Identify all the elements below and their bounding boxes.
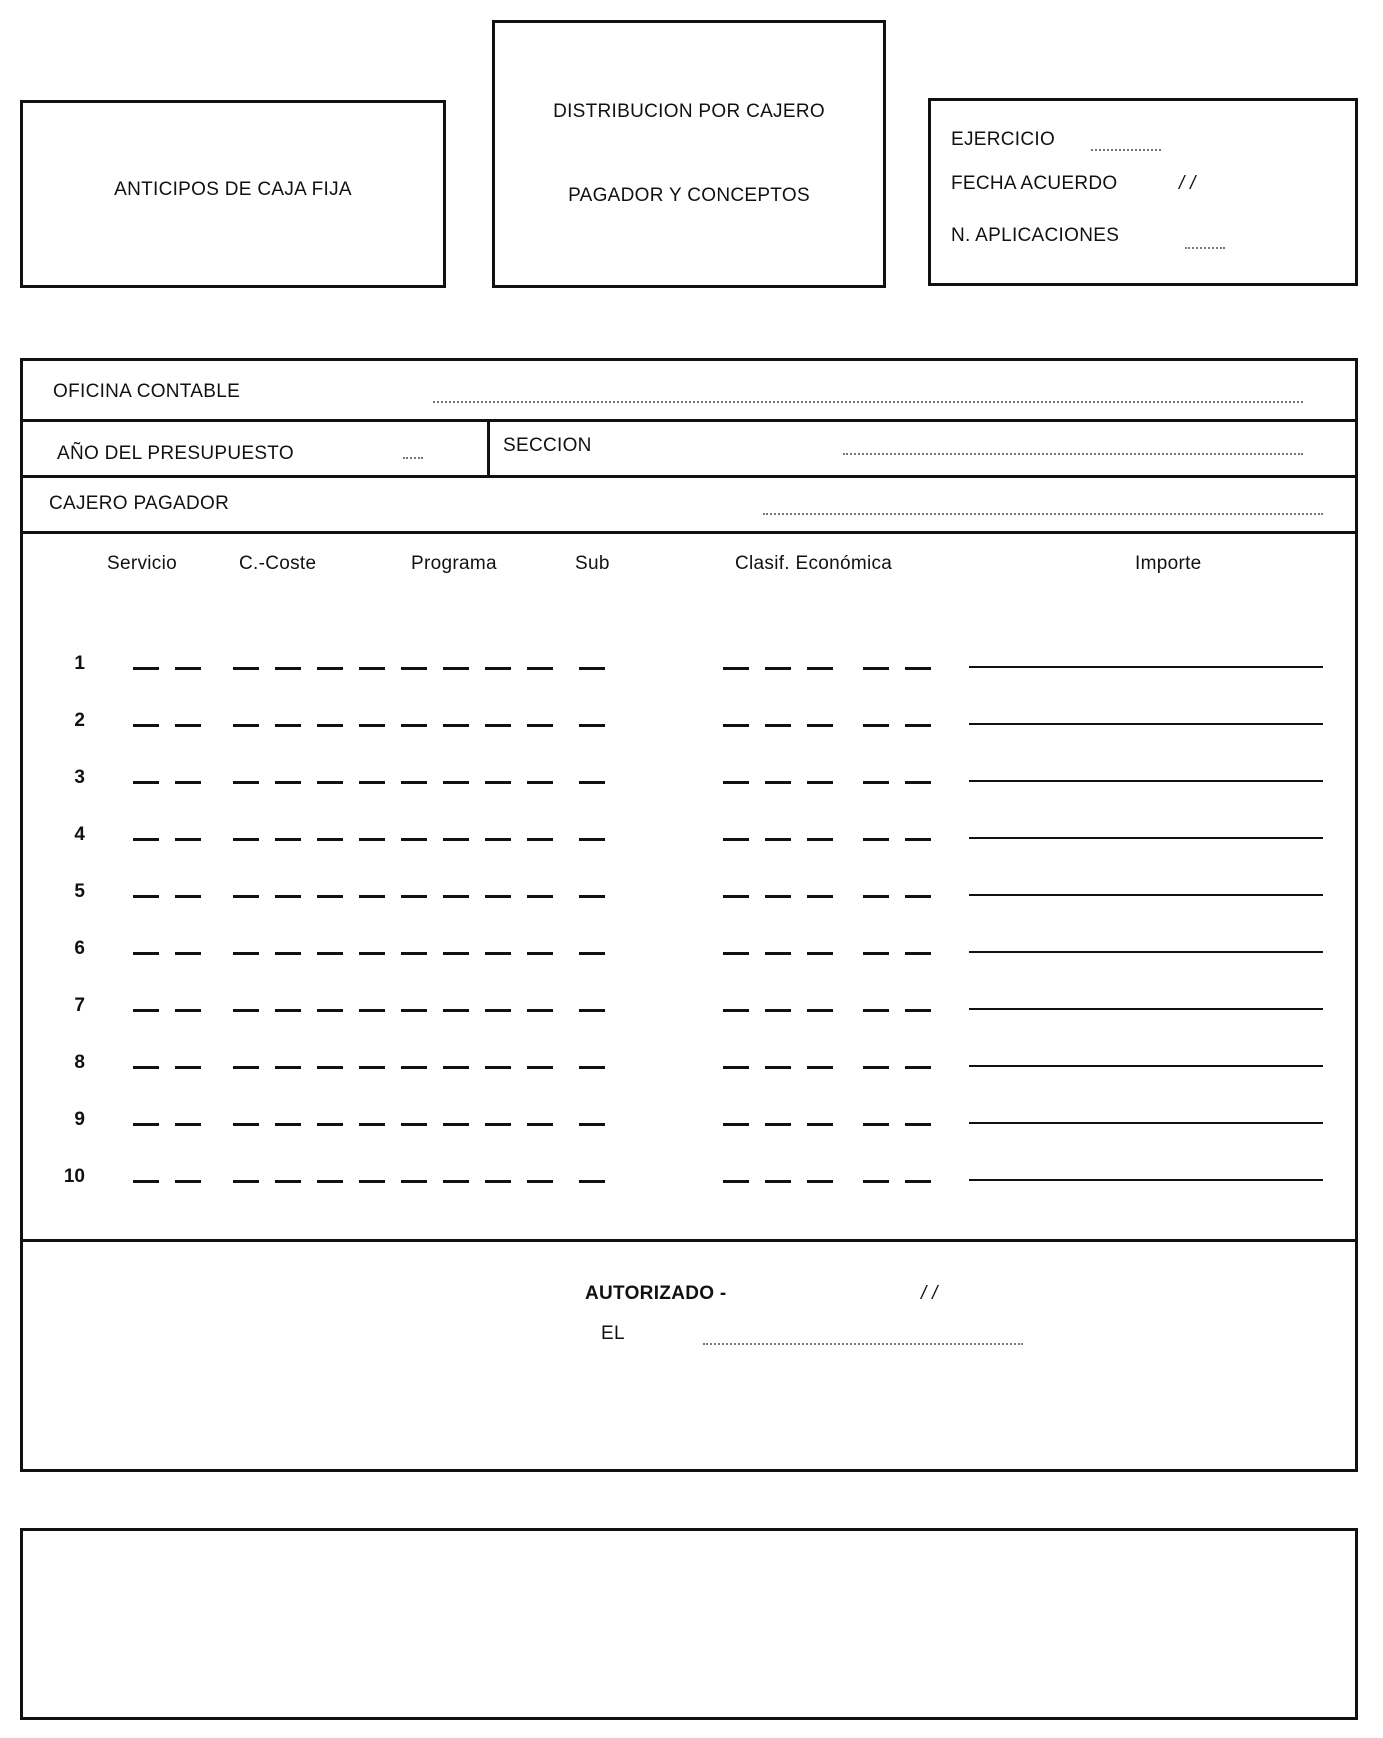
slot-c-coste[interactable] [317, 1180, 343, 1183]
slot-sub[interactable] [579, 781, 605, 784]
slot-clasif[interactable] [765, 667, 791, 670]
slot-economica[interactable] [863, 895, 889, 898]
slot-sub[interactable] [579, 724, 605, 727]
slot-economica[interactable] [905, 1009, 931, 1012]
slot-clasif[interactable] [765, 1123, 791, 1126]
slot-programa[interactable] [443, 952, 469, 955]
el-label: EL [601, 1323, 625, 1344]
row-number: 7 [74, 995, 85, 1016]
slot-servicio[interactable] [175, 895, 201, 898]
slot-servicio[interactable] [175, 1123, 201, 1126]
slot-c-coste[interactable] [275, 1123, 301, 1126]
row-number: 6 [74, 938, 85, 959]
slot-c-coste[interactable] [317, 952, 343, 955]
slot-programa[interactable] [527, 952, 553, 955]
slot-economica[interactable] [905, 952, 931, 955]
slot-c-coste[interactable] [317, 1123, 343, 1126]
slot-c-coste[interactable] [359, 838, 385, 841]
slot-servicio[interactable] [175, 1009, 201, 1012]
slot-importe[interactable] [969, 1008, 1323, 1010]
ejercicio-field[interactable] [1091, 149, 1161, 151]
cajero-pagador-field[interactable] [763, 513, 1323, 515]
slot-clasif[interactable] [765, 952, 791, 955]
slot-programa[interactable] [485, 724, 511, 727]
slot-c-coste[interactable] [275, 895, 301, 898]
slot-clasif[interactable] [765, 838, 791, 841]
slot-programa[interactable] [401, 1180, 427, 1183]
slot-programa[interactable] [527, 1009, 553, 1012]
slot-programa[interactable] [485, 781, 511, 784]
slot-programa[interactable] [401, 724, 427, 727]
slot-programa[interactable] [443, 1180, 469, 1183]
slot-clasif[interactable] [723, 724, 749, 727]
slot-economica[interactable] [863, 1066, 889, 1069]
slot-c-coste[interactable] [317, 1009, 343, 1012]
slot-programa[interactable] [527, 1066, 553, 1069]
main-form [20, 358, 1358, 1472]
slot-c-coste[interactable] [233, 1009, 259, 1012]
slot-programa[interactable] [527, 838, 553, 841]
row-number: 3 [74, 767, 85, 788]
slot-programa[interactable] [443, 781, 469, 784]
slot-clasif[interactable] [807, 667, 833, 670]
slot-c-coste[interactable] [233, 724, 259, 727]
slot-programa[interactable] [401, 1009, 427, 1012]
aplicaciones-label: N. APLICACIONES [951, 225, 1120, 246]
slot-economica[interactable] [863, 667, 889, 670]
slot-servicio[interactable] [133, 781, 159, 784]
slot-clasif[interactable] [723, 1123, 749, 1126]
slot-clasif[interactable] [723, 1009, 749, 1012]
slot-servicio[interactable] [133, 952, 159, 955]
slot-clasif[interactable] [807, 781, 833, 784]
slot-c-coste[interactable] [359, 952, 385, 955]
slot-importe[interactable] [969, 1065, 1323, 1067]
slot-clasif[interactable] [807, 895, 833, 898]
slot-servicio[interactable] [175, 667, 201, 670]
form-subtitle-line1: DISTRIBUCION POR CAJERO [553, 101, 825, 122]
slot-clasif[interactable] [765, 781, 791, 784]
slot-servicio[interactable] [133, 895, 159, 898]
slot-programa[interactable] [401, 895, 427, 898]
slot-clasif[interactable] [723, 895, 749, 898]
slot-economica[interactable] [863, 838, 889, 841]
slot-c-coste[interactable] [359, 781, 385, 784]
slot-economica[interactable] [863, 724, 889, 727]
slot-economica[interactable] [863, 952, 889, 955]
subtitle-box [492, 20, 886, 288]
slot-c-coste[interactable] [317, 838, 343, 841]
slot-c-coste[interactable] [275, 667, 301, 670]
slot-c-coste[interactable] [317, 1066, 343, 1069]
aplicaciones-field[interactable] [1185, 247, 1225, 249]
slot-economica[interactable] [863, 1180, 889, 1183]
slot-programa[interactable] [527, 1180, 553, 1183]
slot-economica[interactable] [863, 781, 889, 784]
slot-programa[interactable] [401, 838, 427, 841]
slot-clasif[interactable] [765, 895, 791, 898]
slot-c-coste[interactable] [275, 1066, 301, 1069]
slot-programa[interactable] [443, 838, 469, 841]
slot-servicio[interactable] [133, 1009, 159, 1012]
seccion-field[interactable] [843, 453, 1303, 455]
slot-c-coste[interactable] [359, 1009, 385, 1012]
slot-servicio[interactable] [133, 838, 159, 841]
slot-economica[interactable] [905, 724, 931, 727]
row-number: 5 [74, 881, 85, 902]
slot-c-coste[interactable] [233, 667, 259, 670]
slot-clasif[interactable] [765, 1066, 791, 1069]
slot-c-coste[interactable] [317, 724, 343, 727]
row-number: 4 [74, 824, 85, 845]
slot-c-coste[interactable] [359, 1180, 385, 1183]
slot-c-coste[interactable] [275, 1009, 301, 1012]
slot-clasif[interactable] [807, 1123, 833, 1126]
slot-clasif[interactable] [807, 838, 833, 841]
slot-programa[interactable] [443, 895, 469, 898]
slot-c-coste[interactable] [317, 667, 343, 670]
el-field[interactable] [703, 1343, 1023, 1345]
slot-sub[interactable] [579, 952, 605, 955]
row-number: 1 [74, 653, 85, 674]
slot-clasif[interactable] [723, 952, 749, 955]
slot-economica[interactable] [905, 895, 931, 898]
slot-programa[interactable] [401, 1066, 427, 1069]
slot-programa[interactable] [443, 667, 469, 670]
slot-c-coste[interactable] [233, 1123, 259, 1126]
slot-programa[interactable] [443, 724, 469, 727]
slot-servicio[interactable] [175, 838, 201, 841]
slot-servicio[interactable] [133, 1180, 159, 1183]
column-header-servicio: Servicio [107, 553, 177, 574]
row-number: 8 [74, 1052, 85, 1073]
slot-clasif[interactable] [765, 1180, 791, 1183]
slot-clasif[interactable] [765, 724, 791, 727]
slot-programa[interactable] [527, 667, 553, 670]
form-title: ANTICIPOS DE CAJA FIJA [114, 179, 352, 200]
row-number: 9 [74, 1109, 85, 1130]
slot-c-coste[interactable] [359, 1123, 385, 1126]
slot-c-coste[interactable] [275, 952, 301, 955]
slot-sub[interactable] [579, 1180, 605, 1183]
slot-clasif[interactable] [807, 1066, 833, 1069]
autorizado-date-separator[interactable]: / / [921, 1283, 938, 1304]
slot-programa[interactable] [485, 1009, 511, 1012]
slot-c-coste[interactable] [317, 781, 343, 784]
slot-servicio[interactable] [133, 1066, 159, 1069]
slot-economica[interactable] [905, 667, 931, 670]
slot-c-coste[interactable] [317, 895, 343, 898]
slot-programa[interactable] [443, 1009, 469, 1012]
slot-programa[interactable] [485, 838, 511, 841]
row-number: 2 [74, 710, 85, 731]
slot-programa[interactable] [527, 895, 553, 898]
title-box [20, 100, 446, 288]
slot-servicio[interactable] [175, 1180, 201, 1183]
oficina-contable-field[interactable] [433, 401, 1303, 403]
slot-servicio[interactable] [175, 1066, 201, 1069]
slot-clasif[interactable] [723, 838, 749, 841]
form-subtitle-line2: PAGADOR Y CONCEPTOS [568, 185, 810, 206]
ano-presupuesto-field[interactable] [403, 457, 423, 459]
slot-c-coste[interactable] [275, 1180, 301, 1183]
slot-c-coste[interactable] [233, 1066, 259, 1069]
slot-servicio[interactable] [175, 952, 201, 955]
slot-c-coste[interactable] [359, 1066, 385, 1069]
slot-programa[interactable] [401, 667, 427, 670]
slot-clasif[interactable] [807, 724, 833, 727]
slot-programa[interactable] [401, 781, 427, 784]
slot-servicio[interactable] [175, 781, 201, 784]
slot-servicio[interactable] [133, 1123, 159, 1126]
slot-clasif[interactable] [723, 1066, 749, 1069]
ano-presupuesto-label: AÑO DEL PRESUPUESTO [57, 443, 294, 464]
seccion-label: SECCION [503, 435, 592, 456]
slot-economica[interactable] [905, 1180, 931, 1183]
slot-programa[interactable] [527, 781, 553, 784]
slot-economica[interactable] [905, 1123, 931, 1126]
slot-programa[interactable] [485, 1180, 511, 1183]
divider [23, 475, 1355, 478]
divider [23, 419, 1355, 422]
slot-sub[interactable] [579, 838, 605, 841]
slot-c-coste[interactable] [233, 895, 259, 898]
slot-c-coste[interactable] [359, 667, 385, 670]
fecha-acuerdo-label: FECHA ACUERDO [951, 173, 1118, 194]
column-header-sub: Sub [575, 553, 610, 574]
row-number: 10 [63, 1166, 85, 1187]
slot-economica[interactable] [905, 781, 931, 784]
slot-servicio[interactable] [175, 724, 201, 727]
slot-importe[interactable] [969, 780, 1323, 782]
slot-servicio[interactable] [133, 667, 159, 670]
slot-clasif[interactable] [807, 952, 833, 955]
slot-c-coste[interactable] [233, 952, 259, 955]
slot-economica[interactable] [905, 838, 931, 841]
divider [23, 1239, 1355, 1242]
slot-programa[interactable] [485, 895, 511, 898]
slot-c-coste[interactable] [359, 724, 385, 727]
slot-programa[interactable] [485, 1123, 511, 1126]
slot-sub[interactable] [579, 1009, 605, 1012]
slot-sub[interactable] [579, 1066, 605, 1069]
slot-c-coste[interactable] [233, 781, 259, 784]
slot-c-coste[interactable] [275, 781, 301, 784]
slot-clasif[interactable] [807, 1180, 833, 1183]
slot-programa[interactable] [443, 1066, 469, 1069]
ejercicio-label: EJERCICIO [951, 129, 1056, 150]
slot-clasif[interactable] [807, 1009, 833, 1012]
slot-servicio[interactable] [133, 724, 159, 727]
slot-programa[interactable] [527, 1123, 553, 1126]
slot-economica[interactable] [905, 1066, 931, 1069]
oficina-contable-label: OFICINA CONTABLE [53, 381, 241, 402]
column-header-c-coste: C.-Coste [239, 553, 317, 574]
fecha-acuerdo-separator[interactable]: / / [1179, 173, 1196, 194]
slot-programa[interactable] [485, 667, 511, 670]
column-header-clasif-economica: Clasif. Económica [735, 553, 893, 574]
slot-sub[interactable] [579, 895, 605, 898]
slot-importe[interactable] [969, 894, 1323, 896]
metadata-box [928, 98, 1358, 286]
slot-clasif[interactable] [723, 667, 749, 670]
slot-clasif[interactable] [765, 1009, 791, 1012]
slot-programa[interactable] [401, 952, 427, 955]
slot-sub[interactable] [579, 667, 605, 670]
slot-importe[interactable] [969, 723, 1323, 725]
autorizado-label: AUTORIZADO - [585, 1283, 727, 1304]
slot-importe[interactable] [969, 1122, 1323, 1124]
slot-economica[interactable] [863, 1123, 889, 1126]
bottom-box [20, 1528, 1358, 1720]
slot-c-coste[interactable] [359, 895, 385, 898]
slot-c-coste[interactable] [233, 1180, 259, 1183]
column-header-programa: Programa [411, 553, 497, 574]
slot-economica[interactable] [863, 1009, 889, 1012]
slot-clasif[interactable] [723, 781, 749, 784]
slot-sub[interactable] [579, 1123, 605, 1126]
slot-programa[interactable] [443, 1123, 469, 1126]
slot-programa[interactable] [485, 1066, 511, 1069]
column-header-importe: Importe [1135, 553, 1202, 574]
slot-importe[interactable] [969, 666, 1323, 668]
slot-importe[interactable] [969, 837, 1323, 839]
slot-c-coste[interactable] [233, 838, 259, 841]
slot-programa[interactable] [401, 1123, 427, 1126]
slot-programa[interactable] [527, 724, 553, 727]
slot-programa[interactable] [485, 952, 511, 955]
slot-clasif[interactable] [723, 1180, 749, 1183]
slot-c-coste[interactable] [275, 724, 301, 727]
divider [23, 531, 1355, 534]
slot-importe[interactable] [969, 1179, 1323, 1181]
cajero-pagador-label: CAJERO PAGADOR [49, 493, 230, 514]
slot-importe[interactable] [969, 951, 1323, 953]
slot-c-coste[interactable] [275, 838, 301, 841]
divider [487, 419, 490, 475]
